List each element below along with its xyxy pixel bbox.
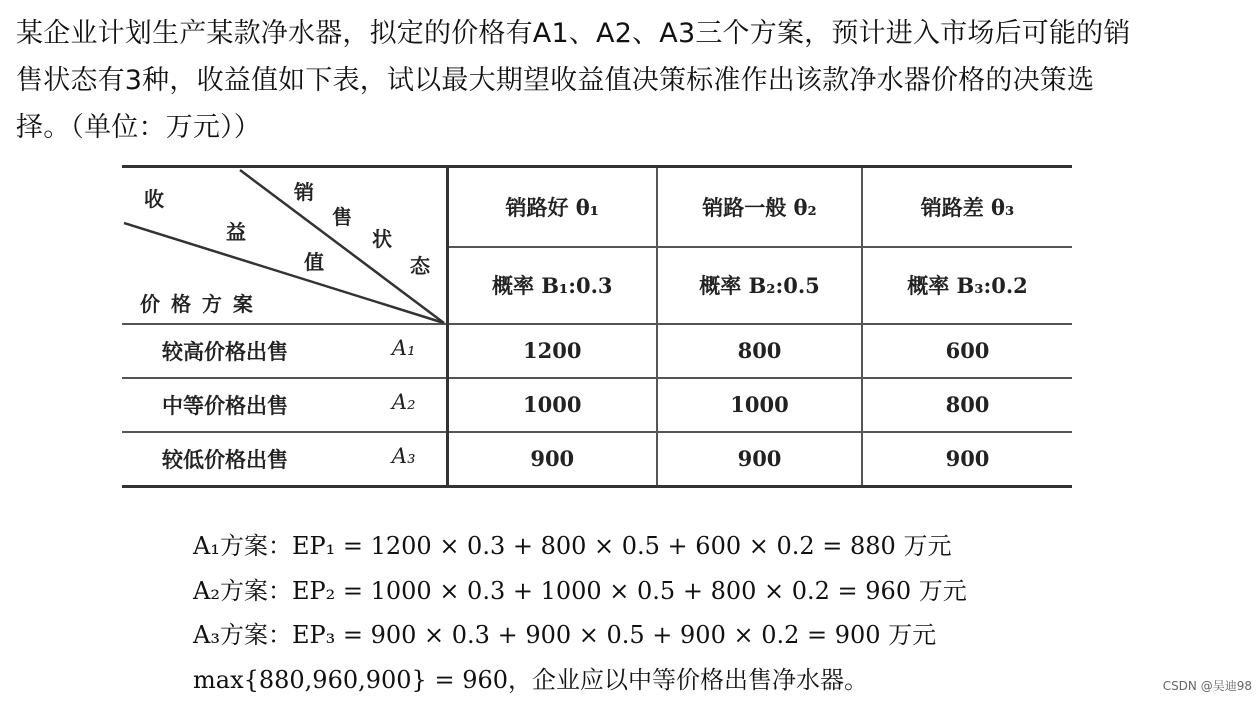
table-cell: 1200 bbox=[447, 324, 657, 378]
corner-label-xiao: 销 bbox=[294, 176, 314, 205]
question-line-1: 某企业计划生产某款净水器，拟定的价格有A1、A2、A3三个方案，预计进入市场后可能的销 bbox=[16, 10, 1244, 57]
corner-label-zhi: 值 bbox=[304, 246, 324, 275]
corner-label-shou: 收 bbox=[144, 183, 164, 212]
col-header-state-1: 销路好 θ₁ bbox=[447, 167, 657, 247]
row-symbol: A₂ bbox=[392, 390, 416, 420]
table-cell: 900 bbox=[862, 432, 1072, 487]
corner-label-yi: 益 bbox=[226, 216, 246, 245]
table-row bbox=[122, 324, 1072, 378]
corner-label-tai: 态 bbox=[410, 250, 430, 279]
corner-label-shou2: 售 bbox=[332, 201, 352, 230]
table-row bbox=[122, 432, 1072, 487]
corner-label-zhuang: 状 bbox=[372, 223, 392, 252]
solution-line-1: A₁方案：EP₁ = 1200 × 0.3 + 800 × 0.5 + 600 × 0.2 = 880 万元 bbox=[193, 524, 967, 569]
col-header-state-3: 销路差 θ₃ bbox=[862, 167, 1072, 247]
table-cell: 800 bbox=[862, 378, 1072, 432]
solution-conclusion: max{880,960,900} = 960，企业应以中等价格出售净水器。 bbox=[193, 658, 967, 702]
table-cell: 600 bbox=[862, 324, 1072, 378]
row-header-a3 bbox=[122, 432, 447, 487]
question-line-2: 售状态有3种，收益值如下表，试以最大期望收益值决策标准作出该款净水器价格的决策选 bbox=[16, 57, 1244, 104]
col-header-prob-2: 概率 B₂:0.5 bbox=[657, 247, 862, 324]
table-row bbox=[122, 378, 1072, 432]
row-header-a1 bbox=[122, 324, 447, 378]
table-header-row-states bbox=[122, 167, 1072, 247]
col-header-state-2: 销路一般 θ₂ bbox=[657, 167, 862, 247]
question-text bbox=[16, 10, 1244, 151]
table-cell: 900 bbox=[447, 432, 657, 487]
col-header-prob-1: 概率 B₁:0.3 bbox=[447, 247, 657, 324]
table-cell: 800 bbox=[657, 324, 862, 378]
table-corner-cell bbox=[122, 167, 447, 324]
row-label: 较高价格出售 bbox=[162, 336, 288, 366]
row-label: 中等价格出售 bbox=[162, 390, 288, 420]
row-label: 较低价格出售 bbox=[162, 444, 288, 474]
decision-table bbox=[122, 165, 1072, 488]
table-cell: 1000 bbox=[657, 378, 862, 432]
table-cell: 1000 bbox=[447, 378, 657, 432]
row-symbol: A₁ bbox=[392, 336, 416, 366]
decision-table-wrapper bbox=[122, 165, 1072, 488]
row-header-a2 bbox=[122, 378, 447, 432]
row-symbol: A₃ bbox=[392, 444, 416, 474]
watermark: CSDN @吴迪98 bbox=[1163, 677, 1252, 694]
question-line-3: 择。（单位：万元）） bbox=[16, 104, 1244, 151]
col-header-prob-3: 概率 B₃:0.2 bbox=[862, 247, 1072, 324]
solution-line-2: A₂方案：EP₂ = 1000 × 0.3 + 1000 × 0.5 + 800 × 0.2 = 960 万元 bbox=[193, 569, 967, 614]
table-cell: 900 bbox=[657, 432, 862, 487]
solution-line-3: A₃方案：EP₃ = 900 × 0.3 + 900 × 0.5 + 900 × 0.2 = 900 万元 bbox=[193, 613, 967, 658]
corner-label-price-plan: 价 格 方 案 bbox=[140, 288, 255, 317]
solution-block bbox=[193, 524, 967, 702]
